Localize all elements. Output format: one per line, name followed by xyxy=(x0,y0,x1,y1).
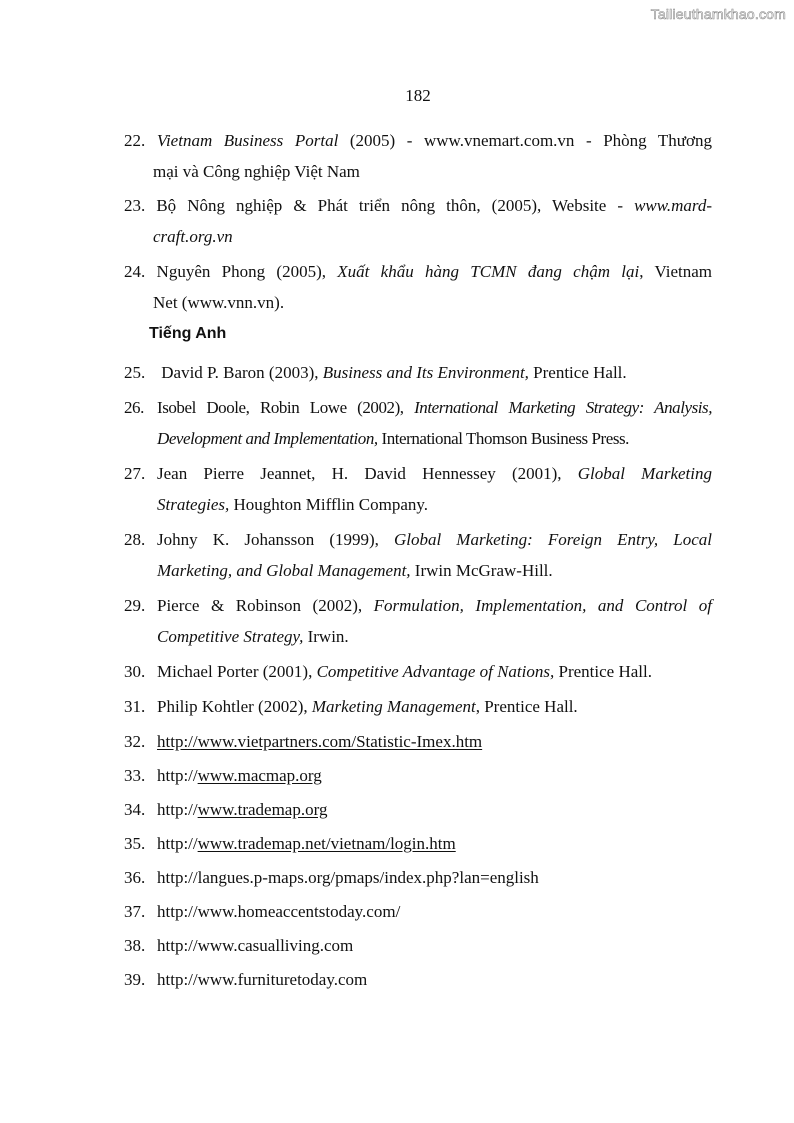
ref-number: 32. xyxy=(124,732,146,751)
reference-line xyxy=(124,794,712,825)
reference-line xyxy=(124,656,712,687)
ref-text: Johny K. Johansson (1999), xyxy=(157,530,394,549)
reference-item-39 xyxy=(124,964,712,995)
ref-title: www.mard- xyxy=(634,196,712,215)
ref-title: Business and Its Environment, xyxy=(322,363,529,382)
reference-link[interactable]: www.trademap.net/vietnam/login.htm xyxy=(197,834,456,853)
ref-number: 39. xyxy=(124,970,146,989)
ref-text: http:// xyxy=(157,766,198,785)
ref-text: Nguyên Phong (2005), xyxy=(156,262,338,281)
reference-item-25 xyxy=(124,357,712,388)
ref-title: Formulation, Implementation, and Control of xyxy=(373,596,712,615)
ref-title: Global Marketing: Foreign Entry, Local xyxy=(393,530,712,549)
ref-text: http://langues.p-maps.org/pmaps/index.php?lan=english xyxy=(157,868,539,887)
reference-line xyxy=(124,828,712,859)
reference-line xyxy=(124,357,712,388)
reference-item-34 xyxy=(124,794,712,825)
reference-link[interactable]: www.trademap.org xyxy=(197,800,328,819)
reference-line xyxy=(124,489,712,520)
ref-title: Xuất khẩu hàng TCMN đang chậm lại xyxy=(337,262,640,281)
ref-text: Isobel Doole, Robin Lowe (2002), xyxy=(157,398,415,417)
ref-number: 24. xyxy=(124,262,146,281)
reference-item-26 xyxy=(124,392,712,454)
ref-text: Prentice Hall. xyxy=(554,662,652,681)
ref-title: Global Marketing xyxy=(577,464,712,483)
reference-item-38 xyxy=(124,930,712,961)
reference-item-35 xyxy=(124,828,712,859)
reference-line xyxy=(124,221,712,252)
reference-item-36 xyxy=(124,862,712,893)
ref-number: 35. xyxy=(124,834,146,853)
ref-title: Competitive Strategy, xyxy=(157,627,304,646)
ref-number: 25. xyxy=(124,363,146,382)
reference-item-23 xyxy=(124,190,712,252)
reference-item-29 xyxy=(124,590,712,652)
reference-line xyxy=(124,590,712,621)
ref-number: 38. xyxy=(124,936,146,955)
ref-title: Development and Implementation, xyxy=(157,429,378,448)
reference-item-31 xyxy=(124,691,712,722)
ref-text: mại và Công nghiệp Việt Nam xyxy=(153,162,360,181)
ref-number: 29. xyxy=(124,596,146,615)
reference-line xyxy=(124,423,712,454)
ref-title: craft.org.vn xyxy=(153,227,233,246)
reference-line xyxy=(124,156,712,187)
ref-text: (2005) - www.vnemart.com.vn - Phòng Thương xyxy=(338,131,713,150)
reference-line xyxy=(124,862,712,893)
reference-line xyxy=(124,691,712,722)
ref-number: 37. xyxy=(124,902,146,921)
ref-number: 23. xyxy=(124,196,146,215)
ref-text: Jean Pierre Jeannet, H. David Hennessey (2001), xyxy=(157,464,578,483)
ref-title: Marketing Management xyxy=(311,697,476,716)
ref-text: Irwin McGraw-Hill. xyxy=(410,561,553,580)
reference-line xyxy=(124,458,712,489)
reference-item-27 xyxy=(124,458,712,520)
ref-text: Pierce & Robinson (2002), xyxy=(157,596,374,615)
reference-link[interactable]: http://www.vietpartners.com/Statistic-Imex.htm xyxy=(157,732,483,751)
reference-item-22 xyxy=(124,125,712,187)
ref-title: Vietnam Business Portal xyxy=(156,131,339,150)
ref-title: Marketing, and Global Management, xyxy=(157,561,411,580)
ref-number: 27. xyxy=(124,464,146,483)
ref-text: International Thomson Business Press. xyxy=(377,429,629,448)
ref-number: 36. xyxy=(124,868,146,887)
ref-text: Bộ Nông nghiệp & Phát triển nông thôn, (2005), Website - xyxy=(156,196,635,215)
ref-text: Michael Porter (2001), xyxy=(157,662,317,681)
reference-line xyxy=(124,256,712,287)
reference-line xyxy=(124,524,712,555)
reference-item-28 xyxy=(124,524,712,586)
reference-item-24 xyxy=(124,256,712,318)
reference-line xyxy=(124,964,712,995)
ref-text: http://www.casualliving.com xyxy=(157,936,354,955)
ref-title: International Marketing Strategy: Analysis, xyxy=(414,398,712,417)
ref-text: Net (www.vnn.vn). xyxy=(153,293,285,312)
reference-line xyxy=(124,125,712,156)
reference-link[interactable]: www.macmap.org xyxy=(197,766,322,785)
ref-text: http:// xyxy=(157,834,198,853)
ref-text: David P. Baron (2003), xyxy=(157,363,323,382)
ref-number: 26. xyxy=(124,398,144,417)
section-heading-english: Tiếng Anh xyxy=(149,325,227,342)
reference-item-33 xyxy=(124,760,712,791)
reference-line xyxy=(124,930,712,961)
reference-line xyxy=(124,190,712,221)
ref-number: 33. xyxy=(124,766,146,785)
ref-number: 30. xyxy=(124,662,146,681)
ref-text: , Vietnam xyxy=(639,262,713,281)
reference-item-32 xyxy=(124,726,712,757)
reference-item-30 xyxy=(124,656,712,687)
ref-number: 28. xyxy=(124,530,146,549)
reference-line xyxy=(124,287,712,318)
ref-text: Houghton Mifflin Company. xyxy=(229,495,429,514)
ref-number: 22. xyxy=(124,131,146,150)
watermark: Tailieuthamkhao.com xyxy=(650,6,786,22)
ref-text: , Prentice Hall. xyxy=(475,697,578,716)
reference-item-37 xyxy=(124,896,712,927)
ref-number: 34. xyxy=(124,800,146,819)
ref-text: Prentice Hall. xyxy=(528,363,627,382)
page-number: 182 xyxy=(405,86,431,105)
ref-text: Irwin. xyxy=(303,627,349,646)
reference-line xyxy=(124,555,712,586)
ref-number: 31. xyxy=(124,697,146,716)
reference-line xyxy=(124,392,712,423)
reference-line xyxy=(124,760,712,791)
reference-line xyxy=(124,726,712,757)
reference-line xyxy=(124,896,712,927)
ref-title: Strategies, xyxy=(157,495,230,514)
ref-text: http://www.homeaccentstoday.com/ xyxy=(157,902,401,921)
ref-text: Philip Kohtler (2002), xyxy=(157,697,312,716)
ref-text: http:// xyxy=(157,800,198,819)
ref-title: Competitive Advantage of Nations, xyxy=(316,662,555,681)
ref-text: http://www.furnituretoday.com xyxy=(157,970,368,989)
reference-line xyxy=(124,621,712,652)
